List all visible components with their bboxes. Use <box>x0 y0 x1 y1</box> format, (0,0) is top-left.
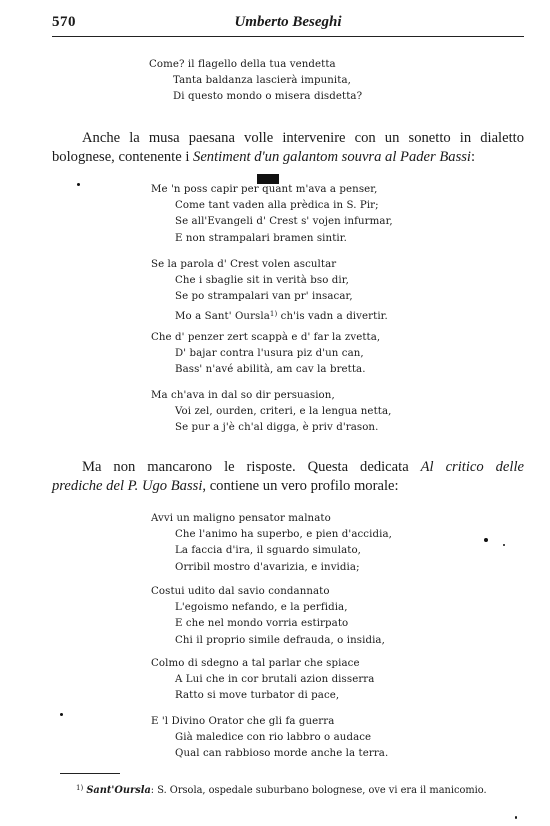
verse-line: Che l'animo ha superbo, e pien d'accidia, <box>175 529 392 541</box>
running-title: Umberto Beseghi <box>234 14 342 30</box>
sonnet-stanza-3 <box>151 330 380 379</box>
verse-line: Se pur a j'è ch'al digga, è priv d'rason. <box>175 422 379 434</box>
verse-text: Mo a Sant' Oursla <box>175 310 270 322</box>
verse-text: ch'is vadn a divertir. <box>277 310 388 322</box>
verse-line: Già maledice con rio labbro o audace <box>175 732 372 744</box>
verse-line: E che nel mondo vorria estirpato <box>175 618 349 630</box>
dedication-title: prediche del P. Ugo Bassi <box>52 477 203 494</box>
prose-line: Anche la musa paesana volle intervenire con un sonetto in dialetto <box>82 130 524 146</box>
verse-line: Se all'Evangeli d' Crest s' vojen infurmar, <box>175 216 393 228</box>
verse-line: E 'l Divino Orator che gli fa guerra <box>151 716 335 727</box>
footnote-text: : S. Orsola, ospedale suburbano bolognese, ove vi era il manicomio. <box>150 785 487 796</box>
dedication-title: Al critico delle <box>420 459 524 475</box>
footnote-marker: 1) <box>76 784 84 792</box>
scan-speck <box>77 183 80 186</box>
footnote-reference: 1) <box>269 309 278 318</box>
scan-speck <box>503 544 505 546</box>
verse-line: Di questo mondo o misera disdetta? <box>173 91 363 103</box>
verse-line: Qual can rabbioso morde anche la terra. <box>175 748 389 760</box>
verse-line: Come? il flagello della tua vendetta <box>149 59 336 70</box>
footnote-divider <box>60 773 120 774</box>
poem2-stanza-1 <box>151 511 392 576</box>
sonnet-stanza-4 <box>151 388 391 437</box>
verse-line: Costui udito dal savio condannato <box>151 586 330 597</box>
verse-line: Come tant vaden alla prèdica in S. Pir; <box>175 200 379 212</box>
verse-line: A Lui che in cor brutali azion disserra <box>175 674 375 686</box>
prose-line <box>52 148 524 167</box>
verse-line: Se po strampalari van pr' insacar, <box>175 291 353 303</box>
prose-text: Ma non mancarono le risposte. Questa dedicata <box>82 459 421 475</box>
prose-line <box>52 458 524 477</box>
paragraph-responses <box>52 458 524 496</box>
verse-line: Avvi un maligno pensator malnato <box>151 513 331 524</box>
sonnet-stanza-1 <box>151 182 393 247</box>
paragraph-intro-sonnet <box>52 129 524 167</box>
prose-text: bolognese, contenente i <box>52 148 194 165</box>
poem2-stanza-4 <box>151 714 388 763</box>
poem2-stanza-3 <box>151 656 374 705</box>
prose-text: , contiene un vero profilo morale: <box>202 477 399 494</box>
prose-line <box>52 477 524 496</box>
scan-speck <box>60 713 63 716</box>
page-number: 570 <box>52 14 76 30</box>
verse-line: Orribil mostro d'avarizia, e invidia; <box>175 561 360 573</box>
scan-speck <box>484 538 488 542</box>
verse-line: Tanta baldanza lascierà impunita, <box>173 75 351 87</box>
verse-line: Se la parola d' Crest volen ascultar <box>151 259 337 270</box>
scan-speck <box>515 816 517 819</box>
page-header <box>52 8 524 37</box>
verse-line: L'egoismo nefando, e la perfidia, <box>175 602 348 614</box>
verse-line: Che d' penzer zert scappà e d' far la zvetta, <box>151 332 381 343</box>
prose-text: : <box>470 148 476 165</box>
verse-line: Ratto si move turbator di pace, <box>175 690 340 702</box>
intro-tercet <box>149 57 362 106</box>
verse-line: E non strampalari bramen sintir. <box>175 232 347 244</box>
verse-line: Bass' n'avé abilità, am cav la bretta. <box>175 364 366 376</box>
verse-line: D' bajar contra l'usura piz d'un can, <box>175 348 364 360</box>
poem2-stanza-2 <box>151 584 385 649</box>
verse-line: Ma ch'ava in dal so dir persuasion, <box>151 390 335 401</box>
verse-line: Colmo di sdegno a tal parlar che spiace <box>151 658 360 669</box>
footnote-term: Sant'Oursla <box>86 785 151 796</box>
verse-line: Chi il proprio simile defrauda, o insidia, <box>175 634 385 646</box>
verse-line <box>151 306 388 325</box>
verse-line: Voi zel, ourden, criteri, e la lengua netta, <box>175 406 392 418</box>
verse-line: La faccia d'ira, il sguardo simulato, <box>175 545 362 557</box>
verse-line: Che i sbaglie sit in verità bso dir, <box>175 275 349 287</box>
sonnet-stanza-2 <box>151 257 388 325</box>
footnote <box>76 784 487 796</box>
sonnet-title: Sentiment d'un galantom souvra al Pader Bassi <box>193 148 471 165</box>
verse-line: Me 'n poss capir per quant m'ava a penser, <box>151 184 378 195</box>
